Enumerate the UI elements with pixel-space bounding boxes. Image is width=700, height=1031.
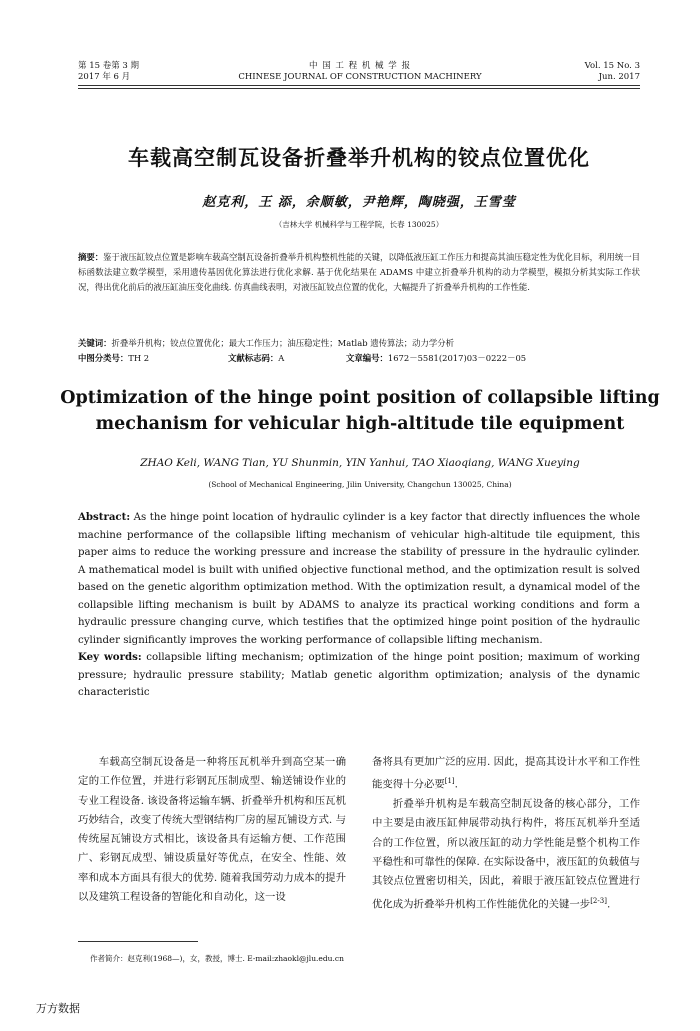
- abstract-en: [78, 509, 640, 702]
- abstract-cn-label: 摘要：: [78, 252, 104, 262]
- article-no-value: 1672－5581(2017)03－0222－05: [387, 353, 527, 363]
- title-cn: 车载高空制瓦设备折叠举升机构的铰点位置优化: [128, 146, 590, 170]
- abstract-cn-text: 鉴于液压缸铰点位置是影响车载高空制瓦设备折叠举升机构整机性能的关键，以降低液压缸工作压力和提高其油压稳定性为优化目标，利用统一目标函数法建立数学模型，采用遗传基因优化算法进行优化求解. 基于优化结果在 ADAMS 中建立折叠举升机构的动力学模型，模拟分析其实际工作状况，得出优化前后的液压缸油压变化曲线. 仿真曲线表明，对液压缸铰点位置的优化，大幅提升了折叠举升机构的工作性能.: [78, 252, 641, 292]
- doc-code-label: 文献标志码：: [228, 353, 279, 363]
- authors-cn: 赵克利，王 添，余顺敏，尹艳辉，陶晓强，王雪莹: [202, 195, 516, 210]
- body-left-column: [78, 753, 346, 907]
- header-volume: 第 15 卷第 3 期 2017 年 6 月: [78, 61, 140, 82]
- affiliation-en: (School of Mechanical Engineering, Jilin University, Changchun 130025, China): [208, 480, 512, 489]
- keywords-cn-block: [78, 336, 640, 366]
- author-footnote: 作者简介：赵克利(1968—)，女，教授，博士. E-mail:zhaokl@jlu.edu.cn: [90, 954, 344, 963]
- authors-en: ZHAO Keli, WANG Tian, YU Shunmin, YIN Yanhui, TAO Xiaoqiang, WANG Xueying: [140, 457, 580, 469]
- citation-2-3: [2-3]: [590, 896, 607, 905]
- affiliation-cn: （吉林大学 机械科学与工程学院，长春 130025）: [274, 220, 444, 229]
- footnote-rule: [78, 941, 198, 942]
- citation-1: [1]: [444, 777, 455, 786]
- header-issue: Vol. 15 No. 3 Jun. 2017: [584, 61, 640, 82]
- abstract-en-text: As the hinge point location of hydraulic cylinder is a key factor that directly influences the whole machine performance of the collapsible lifting mechanism of vehicular high-altitude tile equipment, this paper aims to reduce the working pressure and increase the stability of pressure in the hydraulic cylinder. A mathematical model is built with unified objective functional method, and the optimization result is solved based on the genetic algorithm optimization method. With the optimization result, a dynamical model of the collapsible lifting mechanism is built by ADAMS to analyze its practical working conditions and form a hydraulic pressure changing curve, which testifies that the optimized hinge point position of the hydraulic cylinder significantly improves the working performance of collapsible lifting mechanism.: [78, 512, 640, 646]
- body-right-column: [372, 753, 640, 914]
- watermark: 万方数据: [36, 1002, 80, 1015]
- header-rule-2: [78, 88, 640, 89]
- header-rule: [78, 85, 640, 86]
- title-en: Optimization of the hinge point position of collapsible lifting mechanism for vehicular high-altitude tile equipment: [60, 388, 660, 434]
- body-right-paragraph-2: 折叠举升机构是车载高空制瓦设备的核心部分，工作中主要是由液压缸伸展带动执行构件，将压瓦机举升至适合的工作位置，所以液压缸的动力学性能是整个机构工作平稳性和可靠性的保障. 在实际设备中，液压缸的负载值与其铰点位置密切相关，因此，着眼于液压缸铰点位置进行优化成为折叠举升机构工作性能优化的关键一步[2-3].: [372, 798, 640, 911]
- clc-value: TH 2: [128, 353, 150, 363]
- article-no-label: 文章编号：: [346, 353, 388, 363]
- keywords-en-label: Key words:: [78, 651, 142, 663]
- doc-code-value: A: [278, 353, 285, 363]
- keywords-cn-text: 折叠举升机构；铰点位置优化；最大工作压力；油压稳定性；Matlab 遗传算法；动力学分析: [111, 338, 455, 348]
- abstract-cn: [78, 250, 640, 295]
- body-right-paragraph-1: 备将具有更加广泛的应用. 因此，提高其设计水平和工作性能变得十分必要[1].: [372, 756, 640, 791]
- keywords-cn-label: 关键词：: [78, 338, 112, 348]
- clc-label: 中图分类号：: [78, 353, 129, 363]
- header-journal: 中 国 工 程 机 械 学 报 CHINESE JOURNAL OF CONSTRUCTION MACHINERY: [238, 61, 482, 82]
- keywords-en-text: collapsible lifting mechanism; optimization of the hinge point position; maximum of working pressure; hydraulic pressure stability; Matlab genetic algorithm optimization; analysis of the dynamic characteristic: [78, 652, 640, 698]
- abstract-en-label: Abstract:: [78, 511, 131, 523]
- body-left-paragraph: 车载高空制瓦设备是一种将压瓦机举升到高空某一确定的工作位置，并进行彩钢瓦压制成型、输送铺设作业的专业工程设备. 该设备将运输车辆、折叠举升机构和压瓦机巧妙结合，改变了传统大型钢结构厂房的屋瓦铺设方式. 与传统屋瓦铺设方式相比，该设备具有运输方便、工作范围广、彩钢瓦成型、铺设质量好等优点，在安全、性能、效率和成本方面具有很大的优势. 随着我国劳动力成本的提升以及建筑工程设备的智能化和自动化，这一设: [78, 756, 346, 904]
